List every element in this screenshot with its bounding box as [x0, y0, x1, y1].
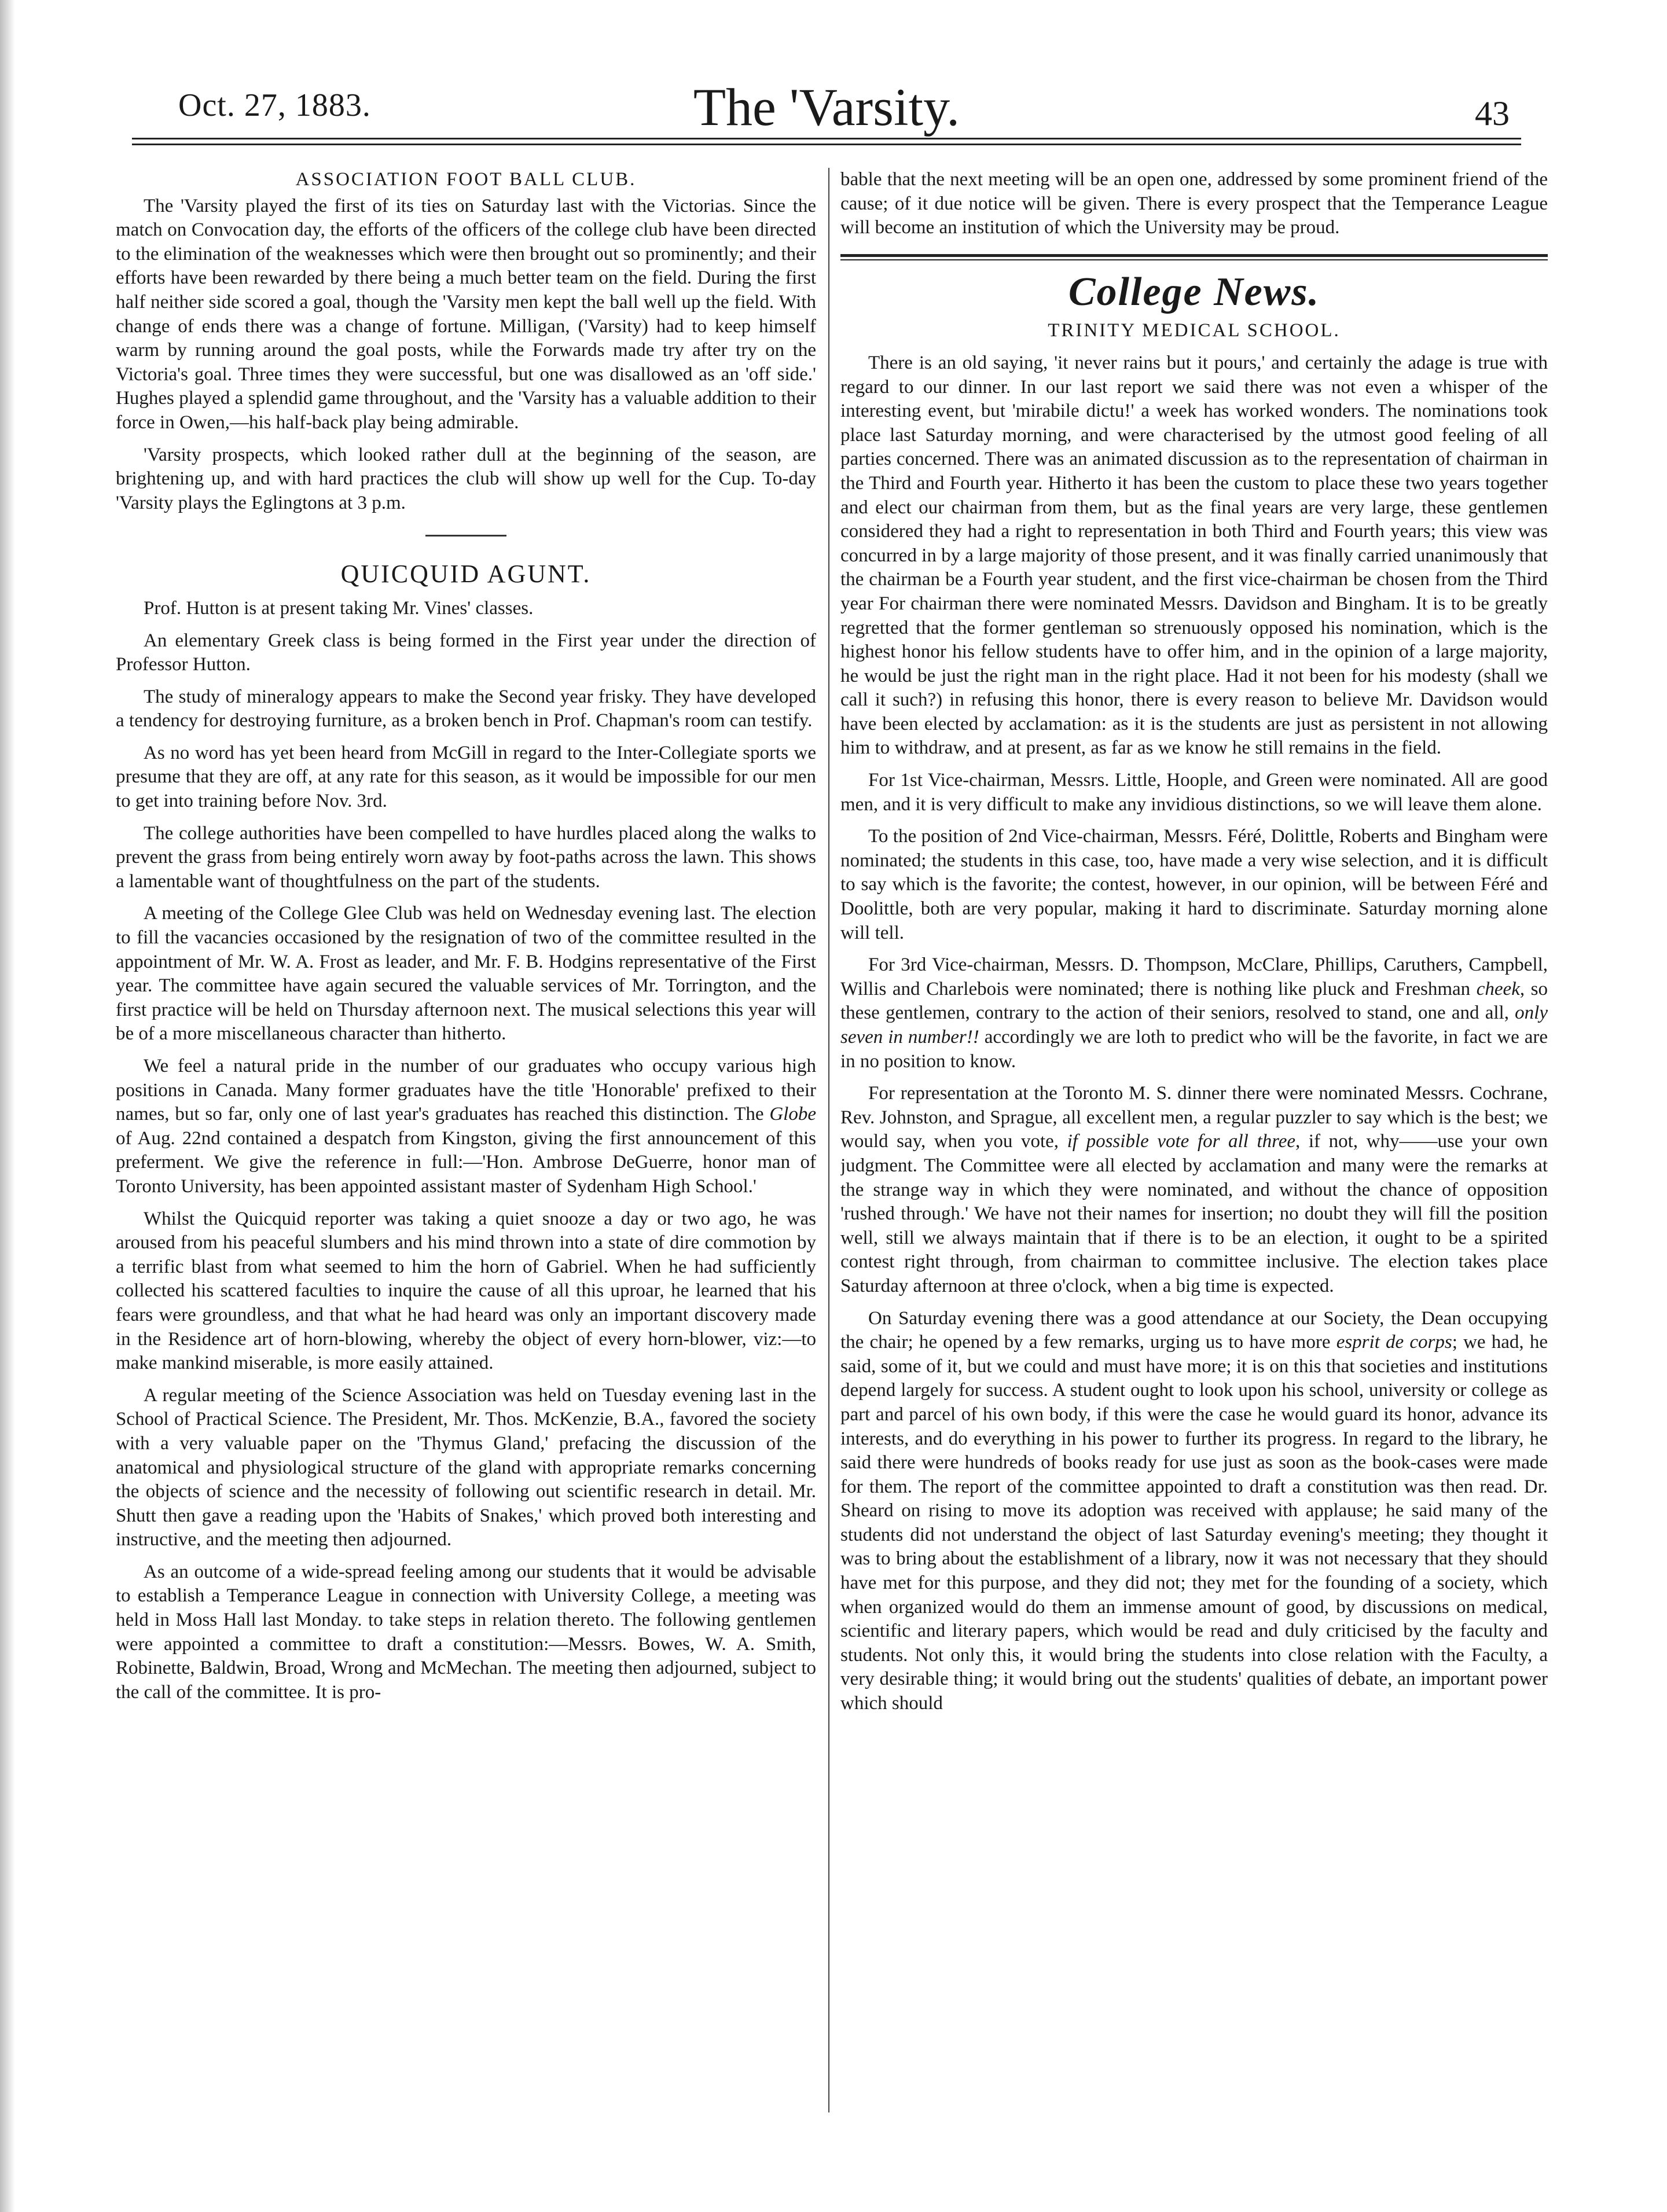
- section-double-rule: [840, 254, 1548, 260]
- quicquid-item-1: Prof. Hutton is at present taking Mr. Vines' classes.: [144, 597, 534, 619]
- page-header: [132, 78, 1521, 139]
- quicquid-agunt-heading: QUICQUID AGUNT.: [340, 560, 592, 589]
- masthead-title: The 'Varsity.: [693, 78, 960, 137]
- esprit-de-corps-italic: esprit de corps: [1336, 1332, 1452, 1353]
- quicquid-item-4: As no word has yet been heard from McGill in regard to the Inter-Collegiate sports we presume that they are off, at any rate for this season, as it would be impossible for our men to get into training before Nov. 3rd.: [116, 742, 816, 812]
- t6-text-b: ; we had, he said, some of it, but we could and must have more; it is on this that societies and institutions depend largely for success. A student ought to look upon his school, university or college as part and parcel of his own body, if this were the case he would guard its honor, advance its interests, and do everything in his power to further its progress. In regard to the library, he said there were hundreds of books ready for use just as soon as the book-cases were made for them. The report of the committee appointed to draft a constitution was then read. Dr. Sheard on rising to move its adoption was received with applause; he said many of the students did not understand the object of last Saturday evening's meeting; they thought it was to bring about the establishment of a library, now it was not necessary that they should have met for this purpose, and they did not; they met for the founding of a society, which when organized would do them an immense amount of good, by discussions on medical, scientific and literary papers, which would be read and duly criticised by the faculty and students. Not only this, it would bring the students into close relation with the Faculty, a very desirable thing; it would bring out the students' qualities of debate, an important power which should: [840, 1332, 1548, 1714]
- column-divider: [828, 168, 829, 2112]
- trinity-paragraph-3: To the position of 2nd Vice-chairman, Messrs. Féré, Dolittle, Roberts and Bingham were nominated; the students in this case, too, have made a very wise selection, and it is difficult to say which is the favorite; the contest, however, in our opinion, will be between Féré and Doolittle, both are very popular, making it hard to discriminate. Saturday morning alone will tell.: [840, 826, 1548, 943]
- header-rule-top: [132, 138, 1521, 139]
- t6-text-a: On Saturday evening there was a good attendance at our Society, the Dean occupying the chair; he opened by a few remarks, urging us to have more: [840, 1307, 1548, 1353]
- quicquid-item-2: An elementary Greek class is being formed in the First year under the direction of Professor Hutton.: [116, 630, 816, 675]
- t4-text-c: accordingly we are loth to predict who will be the favorite, in fact we are in no position to know.: [840, 1027, 1548, 1072]
- header-rule-bottom: [132, 144, 1521, 145]
- quicquid-item-10: As an outcome of a wide-spread feeling among our students that it would be advisable to establish a Temperance League in connection with University College, a meeting was held in Moss Hall last Monday. to take steps in relation thereto. The following gentlemen were appointed a committee to draft a constitution:—Messrs. Bowes, W. A. Smith, Robinette, Baldwin, Broad, Wrong and McMechan. The meeting then adjourned, subject to the call of the committee. It is pro-: [116, 1561, 816, 1703]
- quicquid-item-9: A regular meeting of the Science Association was held on Tuesday evening last in the School of Practical Science. The President, Mr. Thos. McKenzie, B.A., favored the society with a very valuable paper on the 'Thymus Gland,' prefacing the discussion of the anatomical and physiological structure of the gland with appropriate remarks concerning the objects of science and the necessity of following out scientific research in detail. Mr. Shutt then gave a reading upon the 'Habits of Snakes,' which proved both interesting and instructive, and the meeting then adjourned.: [116, 1384, 816, 1550]
- trinity-paragraph-2: For 1st Vice-chairman, Messrs. Little, Hoople, and Green were nominated. All are good men, and it is very difficult to make any invidious distinctions, so we will leave them alone.: [840, 770, 1548, 815]
- t5-text-a: For representation at the Toronto M. S. dinner there were nominated Messrs. Cochrane, Rev. Johnston, and Sprague, all excellent men, a regular puzzler to say which is the best; we would say, when you vote,: [840, 1083, 1548, 1152]
- globe-italic: Globe: [769, 1104, 816, 1125]
- trinity-paragraph-6: [840, 1307, 1548, 1716]
- quicquid-item-5: The college authorities have been compelled to have hurdles placed along the walks to prevent the grass from being entirely worn away by foot-paths across the lawn. This shows a lamentable want of thoughtfulness on the part of the students.: [116, 822, 816, 892]
- q7-text-b: of Aug. 22nd contained a despatch from Kingston, giving the first announcement of this preferment. We give the reference in full:—'Hon. Ambrose DeGuerre, honor man of Toronto University, has been appointed assistant master of Sydenham High School.': [116, 1127, 816, 1197]
- q7-text-a: We feel a natural pride in the number of our graduates who occupy various high positions in Canada. Many former graduates have the title 'Honorable' prefixed to their names, but so far, only one of last year's graduates has reached this distinction. The: [116, 1056, 816, 1125]
- right-column: [840, 168, 1548, 2118]
- issue-date: Oct. 27, 1883.: [178, 87, 371, 123]
- assoc-paragraph-1: The 'Varsity played the first of its ties on Saturday last with the Victorias. Since the match on Convocation day, the efforts of the officers of the college club have been directed to the elimination of the weaknesses which were then brought out so prominently; and their efforts have been rewarded by there being a much better team on the field. During the first half neither side scored a goal, though the 'Varsity men kept the ball well up the field. With change of ends there was a change of fortune. Milligan, ('Varsity) had to keep himself warm by running around the goal posts, while the Forwards made try after try on the Victoria's goal. Three times they were successful, but one was disallowed as an 'off side.' Hughes played a splendid game throughout, and the 'Varsity has a valuable addition to their force in Owen,—his half-back play being admirable.: [116, 195, 816, 433]
- assoc-football-heading: ASSOCIATION FOOT BALL CLUB.: [295, 169, 637, 190]
- cheek-italic: cheek: [1476, 978, 1520, 1000]
- page-number: 43: [1475, 94, 1510, 133]
- temperance-continuation: bable that the next meeting will be an open one, addressed by some prominent friend of the cause; of it due notice will be given. There is every prospect that the Temperance League will become an institution of which the University may be proud.: [840, 169, 1548, 238]
- assoc-paragraph-2: 'Varsity prospects, which looked rather dull at the beginning of the season, are brightening up, and with hard practices the club will show up well for the Cup. To-day 'Varsity plays the Eglingtons at 3 p.m.: [116, 444, 816, 513]
- left-column: [116, 168, 816, 2095]
- trinity-paragraph-5: [840, 1082, 1548, 1298]
- quicquid-item-3: The study of mineralogy appears to make the Second year frisky. They have developed a tendency for destroying furniture, as a broken bench in Prof. Chapman's room can testify.: [116, 686, 816, 732]
- t4-text-b: , so these gentlemen, contrary to the action of their seniors, resolved to stand, one and all,: [840, 978, 1548, 1024]
- quicquid-item-6: A meeting of the College Glee Club was held on Wednesday evening last. The election to fill the vacancies occasioned by the resignation of two of the committee resulted in the appointment of Mr. W. A. Frost as leader, and Mr. F. B. Hodgins representative of the First year. The committee have again secured the valuable services of Mr. Torrington, and the first practice will be held on Thursday afternoon next. The musical selections this year will be of a more miscellaneous character than hitherto.: [116, 903, 816, 1045]
- trinity-paragraph-1: There is an old saying, 'it never rains but it pours,' and certainly the adage is true with regard to our dinner. In our last report we said there was not even a whisper of the interesting event, but 'mirabile dictu!' a week has worked wonders. The nominations took place last Saturday morning, and were characterised by the utmost good feeling of all parties concerned. There was an animated discussion as to the representation of chairman in the Third and Fourth year. Hitherto it has been the custom to place these two years together and elect our chairman from them, but as the final years are very large, these gentlemen considered they had a right to representation in both Third and Fourth years; this view was concurred in by a large majority of those present, and it was finally carried unanimously that the chairman be a Fourth year student, and the first vice-chairman be chosen from the Third year For chairman there were nominated Messrs. Davidson and Bingham. It is to be greatly regretted that the former gentleman so strenuously opposed his nomination, which is the highest honor his fellow students have to offer him, and in the opinion of a large majority, he would be just the right man in the right place. Had it not been for his modesty (shall we call it such?) in refusing this honor, there is every reason to believe Mr. Davidson would have been elected by acclamation: as it is the students are just as persistent in not allowing him to withdraw, and at present, as far as we know he still remains in the field.: [840, 352, 1548, 759]
- t5-text-b: , if not, why——use your own judgment. The Committee were all elected by acclamation and many were the remarks at the strange way in which they were nominated, and without the chance of opposition 'rushed through.' We have not their names for insertion; no doubt they will fill the position well, still we always maintain that if there is to be an election, it ought to be a spirited contest right through, from chairman to committee inclusive. The election takes place Saturday afternoon at three o'clock, when a big time is expected.: [840, 1131, 1548, 1296]
- section-separator: [425, 535, 506, 537]
- quicquid-item-7: [116, 1054, 816, 1199]
- only-seven-italic: only seven in number!!: [840, 1002, 1548, 1048]
- trinity-medical-heading: TRINITY MEDICAL SCHOOL.: [1048, 320, 1341, 341]
- t4-text-a: For 3rd Vice-chairman, Messrs. D. Thompson, McClare, Phillips, Caruthers, Campbell, Willis and Charlebois were nominated; there is nothing like pluck and Freshman: [840, 954, 1548, 1000]
- scan-edge-shadow: [0, 0, 15, 2212]
- college-news-heading: College News.: [1068, 269, 1320, 314]
- vote-all-three-italic: if possible vote for all three: [1067, 1131, 1296, 1152]
- quicquid-item-8: Whilst the Quicquid reporter was taking a quiet snooze a day or two ago, he was aroused from his peaceful slumbers and his mind thrown into a state of dire commotion by a terrific blast from what seemed to him the horn of Gabriel. When he had sufficiently collected his scattered faculties to inquire the cause of all this uproar, he learned that his fears were groundless, and that what he had heard was only an important discovery made in the Residence art of horn-blowing, whereby the object of every horn-blower, viz:—to make mankind miserable, is more easily attained.: [116, 1208, 816, 1374]
- trinity-paragraph-4: [840, 953, 1548, 1074]
